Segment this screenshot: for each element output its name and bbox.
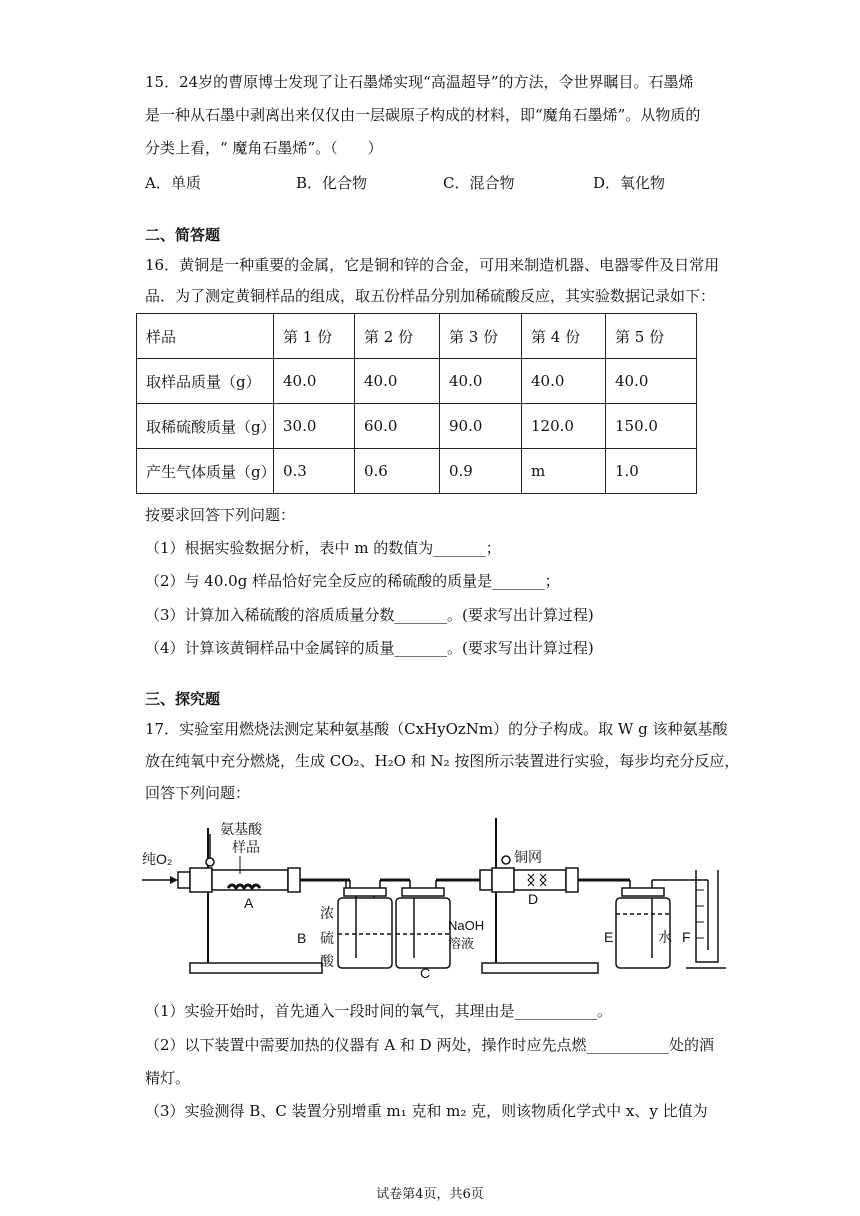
option-b[interactable]: B．化合物	[296, 174, 368, 192]
table-cell: 150.0	[606, 404, 697, 449]
table-cell: 40.0	[440, 359, 522, 404]
table-cell: 第 1 份	[274, 314, 355, 359]
q17-line-1: 17．实验室用燃烧法测定某种氨基酸（CxHyOzNm）的分子构成。取 W g 该种氨基酸	[145, 720, 728, 738]
table-cell: 样品	[137, 314, 274, 359]
q17-sub-2b: 精灯。	[145, 1069, 191, 1087]
q17-sub-2a: （2）以下装置中需要加热的仪器有 A 和 D 两处，操作时应先点燃___________处的酒	[145, 1036, 714, 1054]
label-naoh: NaOH	[448, 918, 485, 933]
arrow-icon	[142, 876, 178, 884]
label-a: A	[244, 895, 254, 911]
stand-d-icon	[482, 818, 598, 973]
data-table	[136, 313, 697, 494]
table-cell: m	[522, 449, 606, 494]
label-pure-o2: 纯O₂	[142, 851, 173, 867]
section-3-title: 三、探究题	[145, 690, 221, 708]
section-2-title: 二、简答题	[145, 226, 221, 244]
table-cell: 第 2 份	[355, 314, 440, 359]
label-b: B	[297, 930, 307, 946]
table-row	[137, 449, 697, 494]
q17-sub-3: （3）实验测得 B、C 装置分别增重 m₁ 克和 m₂ 克，则该物质化学式中 x、y 比值为	[145, 1102, 708, 1120]
table-cell: 0.6	[355, 449, 440, 494]
cylinder-f-icon	[686, 870, 726, 968]
table-cell: 60.0	[355, 404, 440, 449]
table-cell: 第 3 份	[440, 314, 522, 359]
table-cell: 0.3	[274, 449, 355, 494]
option-a[interactable]: A．单质	[145, 174, 201, 192]
apparatus-diagram	[140, 818, 730, 978]
table-cell: 取稀硫酸质量（g）	[137, 404, 274, 449]
q15-line-2: 是一种从石墨中剥离出来仅仅由一层碳原子构成的材料，即“魔角石墨烯”。从物质的	[145, 106, 701, 124]
q17-line-3: 回答下列问题：	[145, 784, 251, 802]
q17-line-2: 放在纯氧中充分燃烧，生成 CO₂、H₂O 和 N₂ 按图所示装置进行实验，每步均充分反应，	[145, 752, 740, 770]
q15-line-1: 15．24岁的曹原博士发现了让石墨烯实现“高温超导”的方法，令世界瞩目。石墨烯	[145, 73, 694, 91]
table-header-row	[137, 314, 697, 359]
table-row	[137, 404, 697, 449]
label-d: D	[528, 891, 539, 907]
label-amino-acid: 氨基酸	[220, 821, 262, 837]
tube-d-icon	[480, 856, 630, 892]
q17-sub-1: （1）实验开始时，首先通入一段时间的氧气，其理由是___________。	[145, 1002, 613, 1020]
label-water: 水	[658, 929, 672, 945]
table-cell: 第 4 份	[522, 314, 606, 359]
q16-line-2: 品．为了测定黄铜样品的组成，取五份样品分别加稀硫酸反应，其实验数据记录如下：	[145, 287, 716, 305]
table-cell: 30.0	[274, 404, 355, 449]
label-copper-mesh: 铜网	[514, 849, 542, 865]
table-cell: 90.0	[440, 404, 522, 449]
table-row	[137, 359, 697, 404]
label-conc-1: 浓	[320, 905, 334, 921]
q16-after-table: 按要求回答下列问题：	[145, 506, 296, 524]
table-cell: 0.9	[440, 449, 522, 494]
table-cell: 40.0	[355, 359, 440, 404]
bottle-e-icon	[616, 880, 708, 968]
table-cell: 40.0	[274, 359, 355, 404]
q16-sub-2: （2）与 40.0g 样品恰好完全反应的稀硫酸的质量是_______；	[145, 572, 560, 590]
label-e: E	[604, 929, 614, 945]
q16-line-1: 16．黄铜是一种重要的金属，它是铜和锌的合金，可用来制造机器、电器零件及日常用	[145, 256, 720, 274]
q16-sub-3: （3）计算加入稀硫酸的溶质质量分数_______。(要求写出计算过程)	[145, 606, 594, 624]
option-c[interactable]: C．混合物	[443, 174, 515, 192]
label-solution: 溶液	[448, 936, 475, 951]
label-c: C	[420, 965, 431, 978]
label-sample: 样品	[232, 839, 260, 855]
table-cell: 产生气体质量（g）	[137, 449, 274, 494]
table-cell: 1.0	[606, 449, 697, 494]
page-footer: 试卷第4页，共6页	[376, 1187, 484, 1202]
table-cell: 40.0	[522, 359, 606, 404]
table-cell: 40.0	[606, 359, 697, 404]
q16-sub-4: （4）计算该黄铜样品中金属锌的质量_______。(要求写出计算过程)	[145, 639, 594, 657]
table-cell: 取样品质量（g）	[137, 359, 274, 404]
tube-a-icon	[178, 834, 350, 892]
table-cell: 120.0	[522, 404, 606, 449]
label-f: F	[682, 929, 691, 945]
label-conc-2: 硫	[320, 930, 334, 946]
label-conc-3: 酸	[320, 953, 334, 969]
table-cell: 第 5 份	[606, 314, 697, 359]
q16-sub-1: （1）根据实验数据分析，表中 m 的数值为_______；	[145, 539, 501, 557]
option-d[interactable]: D．氧化物	[593, 174, 666, 192]
q15-line-3: 分类上看，“ 魔角石墨烯”。（ ）	[145, 139, 383, 157]
